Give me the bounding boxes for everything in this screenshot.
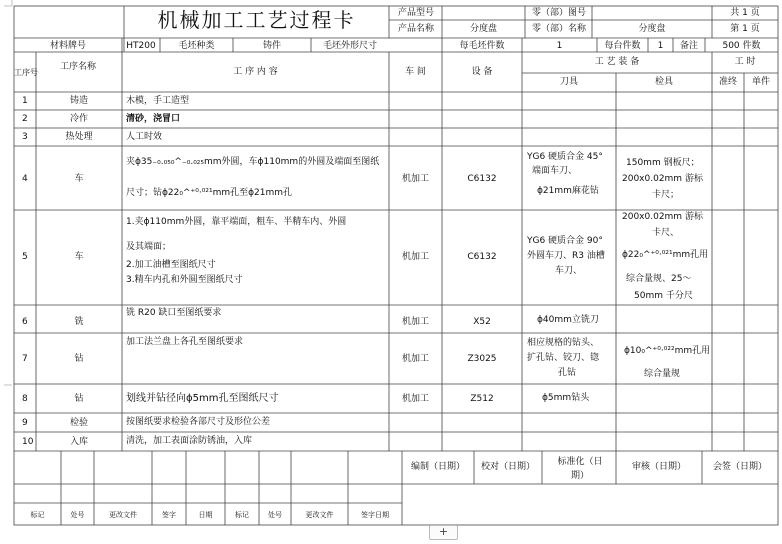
rev-mark-2: 标记 xyxy=(235,511,249,519)
row-6-no: 6 xyxy=(22,317,28,327)
row-3-name: 热处理 xyxy=(65,132,93,142)
row-8-workshop: 机加工 xyxy=(401,394,429,404)
row-5-gauge-line1: 200x0.02mm 游标 xyxy=(622,212,703,222)
col-op-name: 工序名称 xyxy=(59,62,96,72)
col-cutter: 刀具 xyxy=(559,77,578,87)
row-4-content-line2: 尺寸；钻ϕ22₀^⁺⁰·⁰²¹mm孔至ϕ21mm孔 xyxy=(126,188,293,198)
row-7-name: 钻 xyxy=(74,354,84,364)
row-5-cutter-line3: 车刀、 xyxy=(555,266,583,276)
row-5-content-line2: 及其端面； xyxy=(126,242,172,252)
col-op-no: 工序号 xyxy=(14,68,38,77)
blank-dims-label: 毛坯外形尺寸 xyxy=(322,41,377,51)
row-10-name: 入库 xyxy=(69,437,88,447)
add-row-button[interactable]: + xyxy=(429,525,458,540)
col-gauge: 检具 xyxy=(654,77,673,87)
row-6-name: 铣 xyxy=(74,317,84,327)
signoff-countersigned: 会签（日期） xyxy=(712,462,767,472)
row-5-name: 车 xyxy=(74,252,84,262)
row-4-no: 4 xyxy=(22,174,28,184)
row-5-cutter-line2: 外圆车刀、R3 油槽 xyxy=(527,251,605,261)
row-2-no: 2 xyxy=(22,114,28,124)
col-man-hours: 工 时 xyxy=(734,57,756,67)
row-2-content: 清砂，浇冒口 xyxy=(126,114,181,124)
rev-file-2: 更改文件 xyxy=(305,511,334,519)
row-7-content: 加工法兰盘上各孔至图纸要求 xyxy=(126,337,244,347)
rev-count-2: 处号 xyxy=(268,511,282,519)
remarks: 500 件数 xyxy=(722,41,761,51)
row-10-content: 清洗，加工表面涂防锈油，入库 xyxy=(126,436,253,446)
row-7-equipment: Z3025 xyxy=(467,354,497,364)
card-title: 机械加工工艺过程卡 xyxy=(157,8,356,32)
product-name: 分度盘 xyxy=(469,24,497,34)
row-5-content-line1: 1.夹ϕ110mm外圆，靠平端面，粗车、半精车内、外圆 xyxy=(126,217,347,227)
row-6-workshop: 机加工 xyxy=(401,317,429,327)
row-2-name: 冷作 xyxy=(69,114,88,124)
row-9-name: 检验 xyxy=(69,418,88,428)
signoff-reviewed: 审核（日期） xyxy=(631,462,686,472)
row-7-cutter-line1: 相应规格的钻头、 xyxy=(527,338,600,348)
blank-type: 铸件 xyxy=(262,41,281,51)
row-1-name: 铸造 xyxy=(69,96,88,106)
signoff-compiled: 编制（日期） xyxy=(410,462,465,472)
signoff-checked: 校对（日期） xyxy=(480,462,535,472)
row-5-gauge-line2: 卡尺、 xyxy=(652,228,680,238)
col-unit: 单件 xyxy=(751,77,770,87)
rev-file-1: 更改文件 xyxy=(109,511,137,519)
row-9-no: 9 xyxy=(22,418,28,428)
row-7-gauge-line1: ϕ10₀^⁺⁰·⁰²²mm孔用 xyxy=(624,346,711,356)
row-8-no: 8 xyxy=(22,394,28,404)
product-name-label: 产品名称 xyxy=(397,24,434,34)
col-setup: 准终 xyxy=(718,77,737,87)
row-4-name: 车 xyxy=(74,174,84,184)
row-5-equipment: C6132 xyxy=(467,252,497,262)
row-7-gauge-line2: 综合量规 xyxy=(644,369,681,379)
part-name-label: 零（部）名称 xyxy=(531,24,586,34)
col-tooling: 工 艺 装 备 xyxy=(594,57,640,67)
row-1-content: 木模，手工造型 xyxy=(126,96,190,106)
row-8-content: 划线并钻径向ϕ5mm孔至图纸尺寸 xyxy=(126,393,279,404)
rev-mark-1: 标记 xyxy=(30,511,45,519)
parts-per-unit: 1 xyxy=(657,41,664,51)
row-3-content: 人工时效 xyxy=(126,132,163,142)
total-pages: 共 1 页 xyxy=(730,8,760,18)
row-5-gauge-line5: 50mm 千分尺 xyxy=(634,291,693,301)
row-6-equipment: X52 xyxy=(473,317,491,327)
row-4-content-line1: 夹ϕ35₋₀.₀₅₀^₋₀.₀₂₅mm外圆，车ϕ110mm的外圆及端面至图纸 xyxy=(126,157,380,167)
row-1-no: 1 xyxy=(22,96,28,106)
col-op-content: 工 序 内 容 xyxy=(233,67,278,77)
remarks-label: 备注 xyxy=(679,41,698,51)
row-6-cutter: ϕ40mm立铣刀 xyxy=(537,315,599,325)
row-4-workshop: 机加工 xyxy=(401,174,429,184)
signoff-standardized: 标准化（日期） xyxy=(557,457,603,481)
parts-per-blank: 1 xyxy=(556,41,563,51)
row-9-content: 按图纸要求检验各部尺寸及形位公差 xyxy=(126,417,271,427)
row-5-content-line4: 3.精车内孔和外圆至图纸尺寸 xyxy=(126,275,243,285)
part-name: 分度盘 xyxy=(638,24,666,34)
row-7-no: 7 xyxy=(22,354,28,364)
row-7-cutter-line3: 孔钻 xyxy=(558,368,577,378)
row-3-no: 3 xyxy=(22,132,28,142)
row-5-no: 5 xyxy=(22,252,28,262)
row-4-cutter-line3: ϕ21mm麻花钻 xyxy=(537,186,599,196)
row-8-equipment: Z512 xyxy=(470,394,494,404)
rev-date-1: 日期 xyxy=(198,511,213,519)
row-4-cutter-line1: YG6 硬质合金 45° xyxy=(527,152,603,162)
row-7-workshop: 机加工 xyxy=(401,354,429,364)
row-8-cutter: ϕ5mm钻头 xyxy=(542,393,590,403)
row-4-gauge-line2: 200x0.02mm 游标 xyxy=(622,174,703,184)
row-7-cutter-line2: 扩孔钻、铰刀、锪 xyxy=(527,353,600,363)
row-4-gauge-line3: 卡尺； xyxy=(652,190,680,200)
row-5-content-line3: 2.加工油槽至图纸尺寸 xyxy=(126,260,216,270)
material-grade: HT200 xyxy=(126,41,156,51)
row-4-gauge-line1: 150mm 钢板尺； xyxy=(626,158,700,168)
row-10-no: 10 xyxy=(22,437,34,447)
row-5-cutter-line1: YG6 硬质合金 90° xyxy=(527,236,603,246)
col-equipment: 设 备 xyxy=(471,67,493,77)
parts-per-unit-label: 每台件数 xyxy=(604,41,641,51)
rev-count-1: 处号 xyxy=(70,511,85,519)
rev-sign-1: 签字 xyxy=(162,511,176,519)
row-8-name: 钻 xyxy=(74,394,84,404)
blank-type-label: 毛坯种类 xyxy=(178,41,215,51)
col-workshop: 车 间 xyxy=(405,67,426,77)
row-6-content: 铣 R20 缺口至图纸要求 xyxy=(126,308,222,318)
material-grade-label: 材料牌号 xyxy=(49,41,86,51)
part-drawing-no-label: 零（部）图号 xyxy=(531,8,586,18)
product-model-label: 产品型号 xyxy=(397,8,434,18)
row-5-gauge-line3: ϕ22₀^⁺⁰·⁰²¹mm孔用 xyxy=(622,250,709,260)
row-5-workshop: 机加工 xyxy=(401,252,429,262)
parts-per-blank-label: 每毛坯件数 xyxy=(459,41,505,51)
rev-sign-date-2: 签字日期 xyxy=(361,511,389,519)
row-4-cutter-line2: 端面车刀、 xyxy=(532,166,578,176)
row-5-gauge-line4: 综合量规、25～ xyxy=(626,274,692,284)
row-4-equipment: C6132 xyxy=(467,174,497,184)
page-number: 第 1 页 xyxy=(730,24,760,34)
